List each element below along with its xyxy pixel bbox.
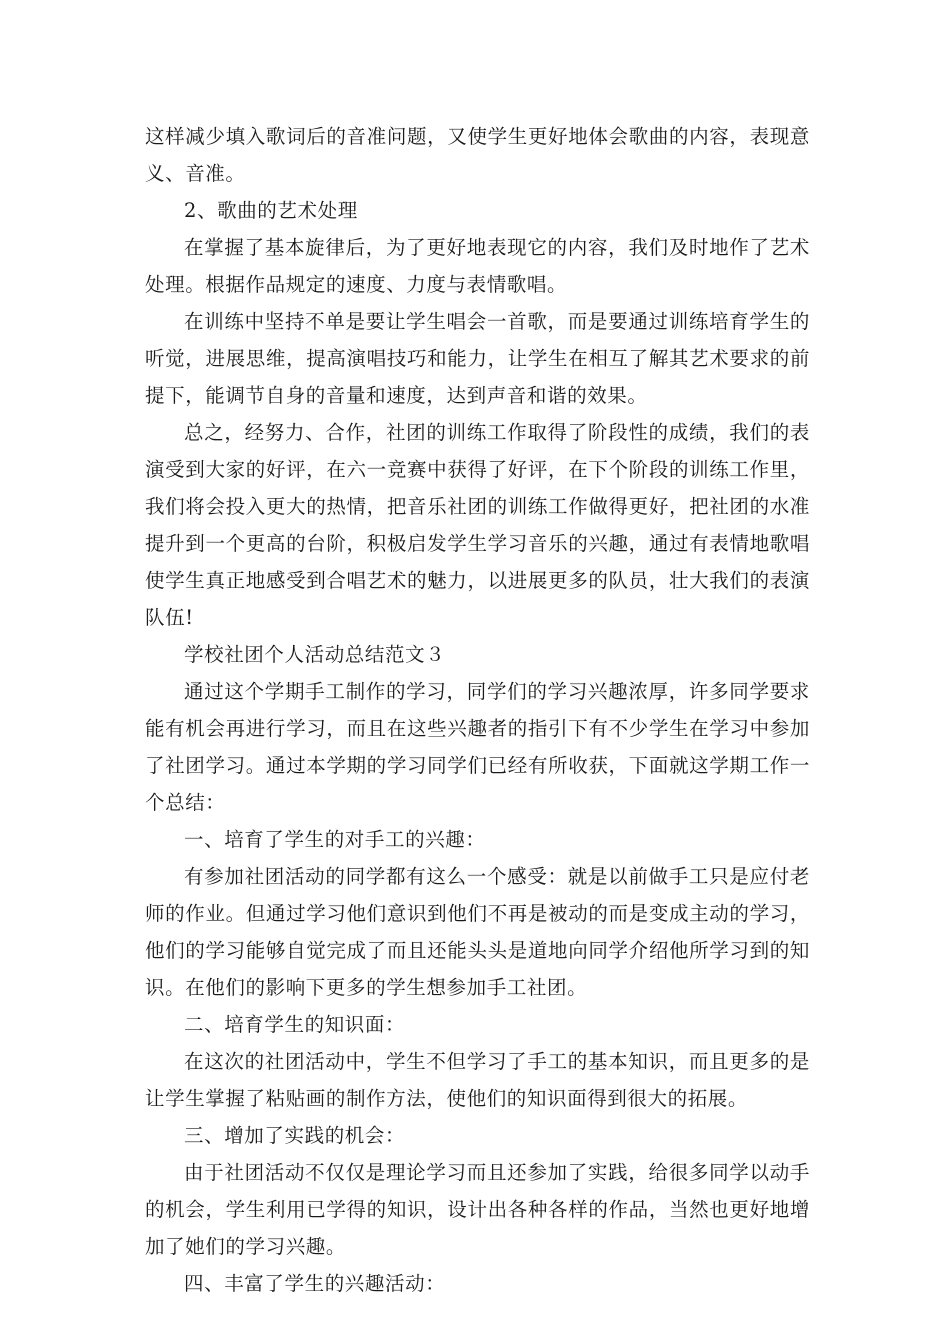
section-heading: 四、丰富了学生的兴趣活动：: [184, 1272, 446, 1295]
paragraph: 在训练中坚持不单是要让学生唱会一首歌，而是要通过训练培育学生的听觉，进展思维，提高演唱技巧和能力，让学生在相互了解其艺术要求的前提下，能调节自身的音量和速度，达到声音和谐的效果。: [145, 310, 810, 407]
section-heading: 二、培育学生的知识面：: [184, 1013, 406, 1036]
paragraph: 总之，经努力、合作，社团的训练工作取得了阶段性的成绩，我们的表演受到大家的好评，在六一竞赛中获得了好评，在下个阶段的训练工作里，我们将会投入更大的热情，把音乐社团的训练工作做得更好，把社团的水准提升到一个更高的台阶，积极启发学生学习音乐的兴趣，通过有表情地歌唱使学生真正地感受到合唱艺术的魅力，以进展更多的队员，壮大我们的表演队伍!: [145, 421, 810, 629]
paragraph: 在这次的社团活动中，学生不但学习了手工的基本知识，而且更多的是让学生掌握了粘贴画的制作方法，使他们的知识面得到很大的拓展。: [145, 1050, 810, 1110]
article-title: 学校社团个人活动总结范文３: [184, 643, 446, 666]
paragraph: 这样减少填入歌词后的音准问题，又使学生更好地体会歌曲的内容，表现意义、音准。: [145, 125, 810, 185]
paragraph: 通过这个学期手工制作的学习，同学们的学习兴趣浓厚，许多同学要求能有机会再进行学习，而且在这些兴趣者的指引下有不少学生在学习中参加了社团学习。通过本学期的学习同学们已经有所收获，下面就这学期工作一个总结：: [145, 680, 810, 814]
section-heading: 三、增加了实践的机会：: [184, 1124, 406, 1147]
paragraph: 有参加社团活动的同学都有这么一个感受：就是以前做手工只是应付老师的作业。但通过学习他们意识到他们不再是被动的而是变成主动的学习，他们的学习能够自觉完成了而且还能头头是道地向同学介绍他所学习到的知识。在他们的影响下更多的学生想参加手工社团。: [145, 865, 810, 999]
paragraph: 由于社团活动不仅仅是理论学习而且还参加了实践，给很多同学以动手的机会，学生利用已学得的知识，设计出各种各样的作品，当然也更好地增加了她们的学习兴趣。: [145, 1161, 810, 1258]
document-body: [145, 118, 810, 1302]
section-heading: 一、培育了学生的对手工的兴趣：: [184, 828, 486, 851]
paragraph: 在掌握了基本旋律后，为了更好地表现它的内容，我们及时地作了艺术处理。根据作品规定的速度、力度与表情歌唱。: [145, 236, 810, 296]
section-heading: 2、歌曲的艺术处理: [184, 199, 358, 222]
